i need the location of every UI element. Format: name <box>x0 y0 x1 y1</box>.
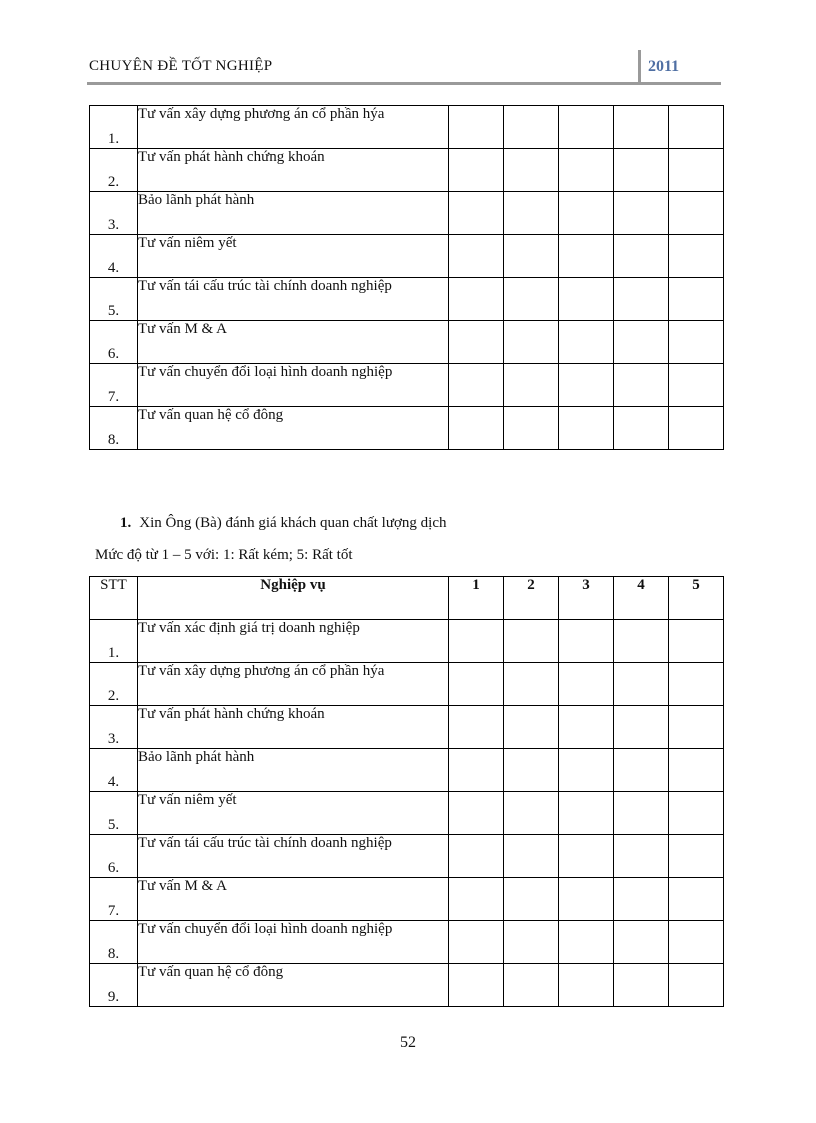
table-row <box>90 792 724 835</box>
score-cell-4[interactable] <box>614 706 669 749</box>
score-cell-1[interactable] <box>449 321 504 364</box>
row-service-name: Tư vấn quan hệ cổ đông <box>138 407 449 450</box>
page-number: 52 <box>400 1034 416 1051</box>
score-cell-5[interactable] <box>669 792 724 835</box>
row-service-name: Tư vấn tái cấu trúc tài chính doanh nghiệp <box>138 835 449 878</box>
score-cell-2[interactable] <box>504 149 559 192</box>
score-cell-4[interactable] <box>614 792 669 835</box>
row-service-name: Tư vấn phát hành chứng khoán <box>138 149 449 192</box>
score-cell-1[interactable] <box>449 878 504 921</box>
row-stt: 4. <box>90 749 138 792</box>
score-cell-5[interactable] <box>669 706 724 749</box>
header-score-2: 2 <box>504 577 559 620</box>
score-cell-3[interactable] <box>559 749 614 792</box>
score-cell-1[interactable] <box>449 106 504 149</box>
row-stt: 3. <box>90 706 138 749</box>
row-stt: 2. <box>90 149 138 192</box>
rating-table <box>89 576 724 1007</box>
table-row <box>90 921 724 964</box>
header-year: 2011 <box>648 58 680 75</box>
table-row <box>90 663 724 706</box>
score-cell-3[interactable] <box>559 192 614 235</box>
score-cell-2[interactable] <box>504 278 559 321</box>
score-cell-4[interactable] <box>614 106 669 149</box>
row-stt: 6. <box>90 835 138 878</box>
score-cell-4[interactable] <box>614 964 669 1007</box>
score-cell-4[interactable] <box>614 663 669 706</box>
rating-table-continued <box>89 105 724 450</box>
row-stt: 3. <box>90 192 138 235</box>
score-cell-2[interactable] <box>504 620 559 663</box>
table-row <box>90 878 724 921</box>
row-stt: 4. <box>90 235 138 278</box>
row-service-name: Bảo lãnh phát hành <box>138 749 449 792</box>
score-cell-5[interactable] <box>669 235 724 278</box>
score-cell-2[interactable] <box>504 964 559 1007</box>
score-cell-3[interactable] <box>559 964 614 1007</box>
score-cell-3[interactable] <box>559 792 614 835</box>
score-cell-2[interactable] <box>504 878 559 921</box>
score-cell-4[interactable] <box>614 192 669 235</box>
row-stt: 9. <box>90 964 138 1007</box>
score-cell-2[interactable] <box>504 835 559 878</box>
score-cell-1[interactable] <box>449 364 504 407</box>
score-cell-5[interactable] <box>669 749 724 792</box>
row-stt: 1. <box>90 620 138 663</box>
score-cell-4[interactable] <box>614 321 669 364</box>
score-cell-1[interactable] <box>449 192 504 235</box>
score-cell-4[interactable] <box>614 407 669 450</box>
score-cell-5[interactable] <box>669 192 724 235</box>
score-cell-4[interactable] <box>614 235 669 278</box>
score-cell-5[interactable] <box>669 407 724 450</box>
row-service-name: Tư vấn xây dựng phương án cổ phần hýa <box>138 106 449 149</box>
score-cell-2[interactable] <box>504 921 559 964</box>
score-cell-1[interactable] <box>449 921 504 964</box>
table-row <box>90 321 724 364</box>
score-cell-3[interactable] <box>559 878 614 921</box>
row-service-name: Tư vấn tái cấu trúc tài chính doanh nghiệp <box>138 278 449 321</box>
row-service-name: Tư vấn xây dựng phương án cổ phần hýa <box>138 663 449 706</box>
score-cell-4[interactable] <box>614 364 669 407</box>
header-score-3: 3 <box>559 577 614 620</box>
score-cell-5[interactable] <box>669 321 724 364</box>
row-service-name: Tư vấn M & A <box>138 321 449 364</box>
score-cell-2[interactable] <box>504 321 559 364</box>
score-cell-2[interactable] <box>504 749 559 792</box>
row-service-name: Tư vấn chuyển đổi loại hình doanh nghiệp <box>138 364 449 407</box>
table-row <box>90 706 724 749</box>
header-rule <box>87 82 721 85</box>
table-row <box>90 620 724 663</box>
header-title: CHUYÊN ĐỀ TỐT NGHIỆP <box>89 58 273 74</box>
score-cell-3[interactable] <box>559 921 614 964</box>
score-cell-1[interactable] <box>449 407 504 450</box>
header-score-4: 4 <box>614 577 669 620</box>
score-cell-3[interactable] <box>559 149 614 192</box>
table-row <box>90 749 724 792</box>
score-cell-3[interactable] <box>559 835 614 878</box>
table-row <box>90 278 724 321</box>
score-cell-2[interactable] <box>504 106 559 149</box>
score-cell-2[interactable] <box>504 792 559 835</box>
table-row <box>90 835 724 878</box>
score-cell-2[interactable] <box>504 192 559 235</box>
row-service-name: Bảo lãnh phát hành <box>138 192 449 235</box>
score-cell-3[interactable] <box>559 106 614 149</box>
table-row <box>90 364 724 407</box>
score-cell-3[interactable] <box>559 706 614 749</box>
score-cell-5[interactable] <box>669 278 724 321</box>
row-service-name: Tư vấn xác định giá trị doanh nghiệp <box>138 620 449 663</box>
score-cell-2[interactable] <box>504 407 559 450</box>
table-row <box>90 235 724 278</box>
row-stt: 6. <box>90 321 138 364</box>
score-cell-2[interactable] <box>504 663 559 706</box>
row-service-name: Tư vấn niêm yết <box>138 235 449 278</box>
score-cell-1[interactable] <box>449 964 504 1007</box>
score-cell-1[interactable] <box>449 663 504 706</box>
score-cell-4[interactable] <box>614 149 669 192</box>
row-stt: 7. <box>90 878 138 921</box>
score-cell-4[interactable] <box>614 921 669 964</box>
row-service-name: Tư vấn phát hành chứng khoán <box>138 706 449 749</box>
score-cell-2[interactable] <box>504 706 559 749</box>
question-text: Xin Ông (Bà) đánh giá khách quan chất lượng dịch <box>139 515 447 531</box>
table-row <box>90 192 724 235</box>
score-cell-4[interactable] <box>614 749 669 792</box>
question-number: 1. <box>120 515 132 531</box>
score-cell-3[interactable] <box>559 407 614 450</box>
score-cell-3[interactable] <box>559 235 614 278</box>
score-cell-1[interactable] <box>449 706 504 749</box>
score-cell-5[interactable] <box>669 620 724 663</box>
score-cell-3[interactable] <box>559 620 614 663</box>
row-service-name: Tư vấn niêm yết <box>138 792 449 835</box>
score-cell-2[interactable] <box>504 235 559 278</box>
score-cell-4[interactable] <box>614 835 669 878</box>
row-stt: 7. <box>90 364 138 407</box>
score-cell-5[interactable] <box>669 663 724 706</box>
score-cell-1[interactable] <box>449 749 504 792</box>
score-cell-4[interactable] <box>614 620 669 663</box>
score-cell-3[interactable] <box>559 278 614 321</box>
score-cell-4[interactable] <box>614 278 669 321</box>
score-cell-5[interactable] <box>669 878 724 921</box>
header-score-5: 5 <box>669 577 724 620</box>
header-divider <box>638 50 641 83</box>
table-row <box>90 964 724 1007</box>
row-stt: 2. <box>90 663 138 706</box>
score-cell-1[interactable] <box>449 278 504 321</box>
table-row <box>90 149 724 192</box>
score-cell-4[interactable] <box>614 878 669 921</box>
score-cell-3[interactable] <box>559 321 614 364</box>
score-cell-5[interactable] <box>669 149 724 192</box>
score-cell-1[interactable] <box>449 835 504 878</box>
row-stt: 8. <box>90 407 138 450</box>
score-cell-2[interactable] <box>504 364 559 407</box>
table-header-row <box>90 577 724 620</box>
row-service-name: Tư vấn quan hệ cổ đông <box>138 964 449 1007</box>
header-stt: STT <box>90 577 138 620</box>
score-cell-1[interactable] <box>449 235 504 278</box>
row-service-name: Tư vấn chuyển đổi loại hình doanh nghiệp <box>138 921 449 964</box>
score-cell-5[interactable] <box>669 921 724 964</box>
row-stt: 1. <box>90 106 138 149</box>
row-service-name: Tư vấn M & A <box>138 878 449 921</box>
header-nghiep-vu: Nghiệp vụ <box>138 577 449 620</box>
table-row <box>90 407 724 450</box>
score-cell-3[interactable] <box>559 364 614 407</box>
score-cell-5[interactable] <box>669 364 724 407</box>
row-stt: 5. <box>90 278 138 321</box>
score-cell-1[interactable] <box>449 792 504 835</box>
score-cell-5[interactable] <box>669 106 724 149</box>
score-cell-5[interactable] <box>669 835 724 878</box>
question <box>120 515 446 532</box>
score-cell-3[interactable] <box>559 663 614 706</box>
scale-note: Mức độ từ 1 – 5 với: 1: Rất kém; 5: Rất tốt <box>95 547 353 563</box>
row-stt: 5. <box>90 792 138 835</box>
table-row <box>90 106 724 149</box>
score-cell-5[interactable] <box>669 964 724 1007</box>
header-score-1: 1 <box>449 577 504 620</box>
row-stt: 8. <box>90 921 138 964</box>
score-cell-1[interactable] <box>449 620 504 663</box>
score-cell-1[interactable] <box>449 149 504 192</box>
